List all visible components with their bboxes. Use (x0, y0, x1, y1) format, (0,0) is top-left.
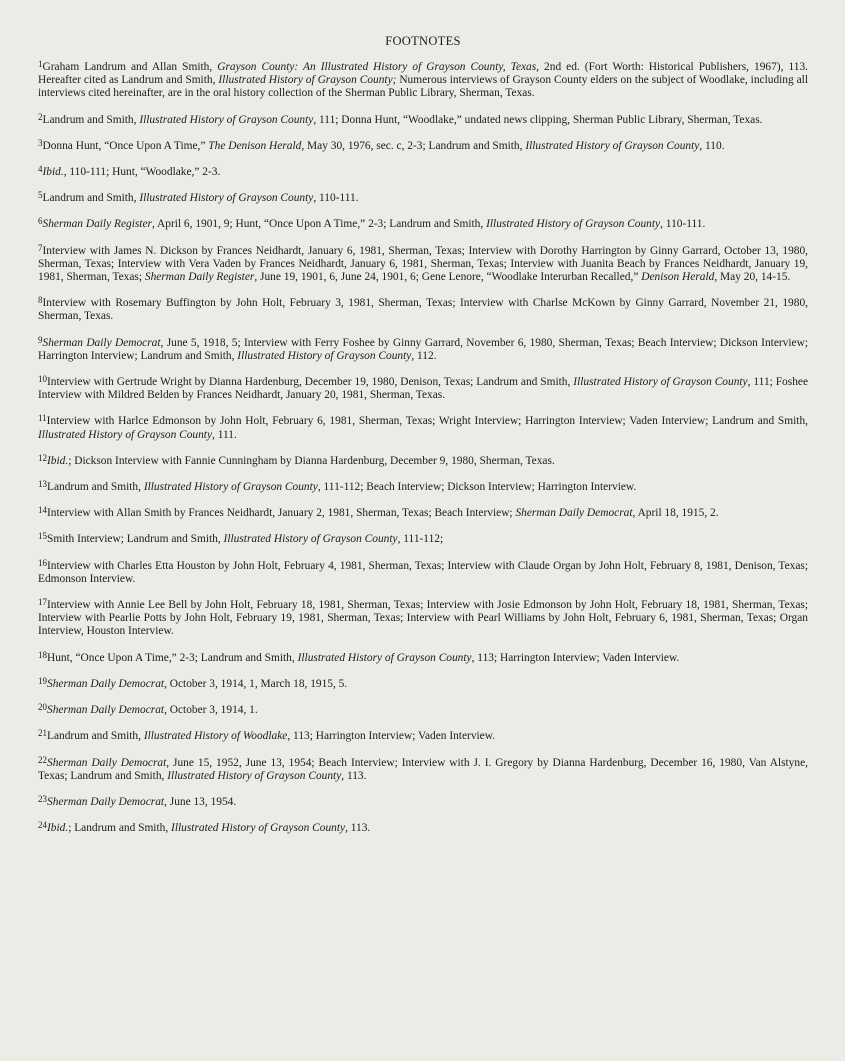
footnote-number: 19 (38, 675, 47, 686)
footnote-number: 22 (38, 754, 47, 765)
footnote-18 (38, 649, 808, 665)
footnote-number: 8 (38, 295, 43, 306)
footnote-10 (38, 376, 808, 402)
footnote-text: Interview with Harlce Edmonson by John Holt, February 6, 1981, Sherman, Texas; Wright Interview; Harrington Interview; Vaden Interview; Landrum and Smith, (46, 415, 808, 428)
footnote-italic-text: Ibid. (47, 822, 69, 835)
footnote-italic-text: Denison Herald (641, 271, 715, 284)
footnote-15 (38, 533, 808, 546)
footnote-text: ; Dickson Interview with Fannie Cunningham by Dianna Hardenburg, December 9, 1980, Sherman, Texas. (68, 454, 555, 467)
footnote-text: , 113; Harrington Interview; Vaden Interview. (287, 730, 496, 743)
footnote-italic-text: Illustrated History of Grayson County (223, 533, 398, 546)
footnote-text: Landrum and Smith, (47, 730, 144, 743)
footnote-number: 21 (38, 728, 47, 739)
footnote-text: , April 18, 1915, 2. (632, 507, 719, 520)
footnote-number: 20 (38, 702, 47, 713)
footnote-7 (38, 242, 808, 285)
footnote-11 (38, 415, 808, 441)
footnote-list (38, 61, 808, 835)
footnote-number: 17 (38, 597, 47, 608)
footnote-text: Hunt, “Once Upon A Time,” 2-3; Landrum and Smith, (47, 651, 298, 664)
footnote-number: 18 (38, 649, 47, 660)
page-title: FOOTNOTES (385, 34, 461, 48)
footnote-text: ; Landrum and Smith, (68, 822, 172, 835)
footnote-text: Landrum and Smith, (42, 192, 140, 205)
footnote-number: 4 (38, 164, 43, 175)
footnote-number: 10 (38, 374, 47, 385)
footnote-italic-text: Sherman Daily Register (42, 218, 152, 231)
footnote-text: , May 20, 14-15. (714, 271, 791, 284)
footnote-text: , June 13, 1954. (164, 795, 237, 808)
footnote-text: , June 5, 1918, 5; Interview with Ferry Foshee by Ginny Garrard, November 6, 1980, Sherman, Texas; Beach Interview; Dickson Interview; Harrington Interview; Landrum and Smith, (38, 336, 808, 362)
footnote-4 (38, 166, 808, 179)
footnote-number: 1 (38, 59, 43, 69)
footnote-20 (38, 704, 808, 717)
footnote-21 (38, 730, 808, 743)
footnote-5 (38, 192, 808, 205)
footnote-number: 3 (38, 137, 43, 148)
footnote-3 (38, 137, 808, 153)
footnote-12 (38, 452, 808, 468)
footnote-italic-text: Sherman Daily Democrat (47, 677, 165, 690)
footnote-italic-text: Illustrated History of Grayson County (237, 349, 412, 362)
footnote-text: Interview with Allan Smith by Frances Neidhardt, January 2, 1981, Sherman, Texas; Beach Interview; (47, 507, 516, 520)
footnote-italic-text: Illustrated History of Grayson County; (218, 74, 397, 87)
footnote-text: , 111; Foshee Interview with Mildred Belden by Frances Neidhardt, January 20, 1981, Sherman, Texas. (38, 376, 808, 402)
footnote-9 (38, 334, 808, 363)
footnote-text: Smith Interview; Landrum and Smith, (47, 533, 224, 546)
footnote-text: , April 6, 1901, 9; Hunt, “Once Upon A Time,” 2-3; Landrum and Smith, (151, 218, 487, 231)
footnote-italic-text: The Denison Herald, (208, 139, 305, 152)
footnote-number: 24 (38, 820, 47, 831)
footnote-24 (38, 822, 808, 835)
footnote-italic-text: Illustrated History of Grayson County (167, 769, 342, 782)
footnote-text: , 113; Harrington Interview; Vaden Interview. (471, 651, 680, 664)
footnote-number: 14 (38, 505, 47, 516)
footnote-number: 15 (38, 531, 47, 542)
footnote-text: , 113. (341, 769, 367, 782)
footnote-17 (38, 599, 808, 639)
footnote-text: Interview with Rosemary Buffington by John Holt, February 3, 1981, Sherman, Texas; Interview with Charlse McKown by Ginny Garrard, November 21, 1980, Sherman, Texas. (38, 297, 808, 323)
footnote-italic-text: Sherman Daily Democrat (42, 336, 161, 349)
footnote-text: , 112. (411, 349, 437, 362)
footnote-text: Interview with Charles Etta Houston by John Holt, February 4, 1981, Sherman, Texas; Interview with Claude Organ by John Holt, February 8, 1981, Denison, Texas; Edmonson Interview. (38, 559, 808, 585)
footnote-text: , 110. (699, 139, 725, 152)
footnote-14 (38, 507, 808, 520)
footnote-italic-text: Grayson County: An Illustrated History of Grayson County, Texas, (217, 61, 540, 73)
footnote-text: , October 3, 1914, 1. (164, 704, 258, 717)
footnote-text: 2nd ed. (Fort Worth: Historical Publishers, 1967), 113. Hereafter cited as Landrum and Smith, (38, 61, 808, 87)
footnote-italic-text: Illustrated History of Grayson County (171, 822, 346, 835)
footnote-italic-text: Illustrated History of Grayson County (297, 651, 472, 664)
footnote-number: 6 (38, 216, 43, 227)
footnote-number: 9 (38, 334, 43, 345)
footnote-text: Interview with Gertrude Wright by Dianna Hardenburg, December 19, 1980, Denison, Texas; Landrum and Smith, (47, 376, 574, 389)
footnote-number: 13 (38, 479, 47, 490)
footnote-italic-text: Ibid. (42, 166, 64, 179)
footnote-text: May 30, 1976, sec. c, 2-3; Landrum and Smith, (304, 139, 526, 152)
footnote-13 (38, 481, 808, 494)
footnote-19 (38, 675, 808, 691)
footnote-text: Graham Landrum and Allan Smith, (42, 61, 218, 73)
footnote-italic-text: Illustrated History of Grayson County (139, 113, 314, 126)
footnote-text: Interview with James N. Dickson by Frances Neidhardt, January 6, 1981, Sherman, Texas; Interview with Dorothy Harrington by Ginny Garrard, October 13, 1980, Sherman, Texas; Interview with Vera Vaden by Frances Neidhardt, January 6, 1981, Sherman, Texas; Interview with Juanita Beach by Frances Neidhardt, January 19, 1981, Sherman, Texas; (38, 244, 808, 284)
footnote-23 (38, 793, 808, 809)
footnote-text: , 110-111; Hunt, “Woodlake,” 2-3. (63, 166, 221, 179)
footnote-italic-text: Sherman Daily Democrat (47, 756, 167, 769)
footnote-22 (38, 754, 808, 783)
footnote-8 (38, 297, 808, 323)
footnote-1 (38, 61, 808, 101)
footnote-text: Numerous interviews of Grayson County elders on the subject of Woodlake, including all interviews cited hereinafter, are in the oral history collection of the Sherman Public Library, Sherman, Texas. (38, 74, 808, 100)
footnote-text: Interview with Annie Lee Bell by John Holt, February 18, 1981, Sherman, Texas; Interview with Josie Edmonson by John Holt, February 18, 1981, Sherman, Texas; Interview with Pearlie Potts by John Holt, February 19, 1981, Sherman, Texas; Interview with Pearl Williams by John Holt, February 6, 1981, Sherman, Texas; Organ Interview, Houston Interview. (38, 599, 808, 638)
footnotes-page (38, 34, 808, 848)
footnote-text: , 111-112; (397, 533, 444, 546)
footnote-2 (38, 111, 808, 127)
footnote-text: , October 3, 1914, 1, March 18, 1915, 5. (164, 677, 348, 690)
footnote-text: , June 15, 1952, June 13, 1954; Beach Interview; Interview with J. I. Gregory by Dianna Hardenburg, December 16, 1980, Van Alstyne, Texas; Landrum and Smith, (38, 756, 808, 782)
footnote-italic-text: Illustrated History of Grayson County (38, 428, 213, 441)
footnote-italic-text: Illustrated History of Grayson County (143, 481, 318, 494)
footnote-italic-text: Illustrated History of Grayson County (525, 139, 700, 152)
footnote-text: Landrum and Smith, (42, 113, 140, 126)
footnote-text: , 111-112; Beach Interview; Dickson Interview; Harrington Interview. (317, 481, 637, 494)
footnote-number: 7 (38, 242, 43, 253)
footnote-16 (38, 557, 808, 586)
footnote-text: , 113. (345, 822, 371, 835)
footnote-number: 5 (38, 190, 43, 201)
footnote-6 (38, 218, 808, 231)
footnote-number: 16 (38, 557, 47, 568)
footnote-italic-text: Illustrated History of Grayson County (486, 218, 661, 231)
footnote-number: 23 (38, 793, 47, 804)
footnote-text: , 111; Donna Hunt, “Woodlake,” undated news clipping, Sherman Public Library, Sherman, Texas. (313, 113, 763, 126)
footnote-text: , 110-111. (660, 218, 706, 231)
footnote-italic-text: Ibid. (47, 454, 69, 467)
footnote-italic-text: Illustrated History of Woodlake (143, 730, 288, 743)
footnote-italic-text: Sherman Daily Democrat (47, 704, 165, 717)
footnote-number: 12 (38, 452, 47, 463)
footnote-text: , 111. (212, 428, 237, 441)
footnote-number: 2 (38, 111, 43, 122)
footnote-text: , 110-111. (313, 192, 359, 205)
footnote-italic-text: Sherman Daily Democrat (47, 795, 165, 808)
footnote-italic-text: Illustrated History of Grayson County (573, 376, 748, 389)
footnote-text: Donna Hunt, “Once Upon A Time,” (42, 139, 209, 152)
footnote-text: Landrum and Smith, (47, 481, 144, 494)
footnote-text: , June 19, 1901, 6, June 24, 1901, 6; Gene Lenore, “Woodlake Interurban Recalled,” (254, 271, 642, 284)
footnote-italic-text: Sherman Daily Register (144, 271, 255, 284)
footnote-italic-text: Sherman Daily Democrat (515, 507, 633, 520)
footnote-italic-text: Illustrated History of Grayson County (139, 192, 314, 205)
footnote-number: 11 (38, 413, 47, 424)
